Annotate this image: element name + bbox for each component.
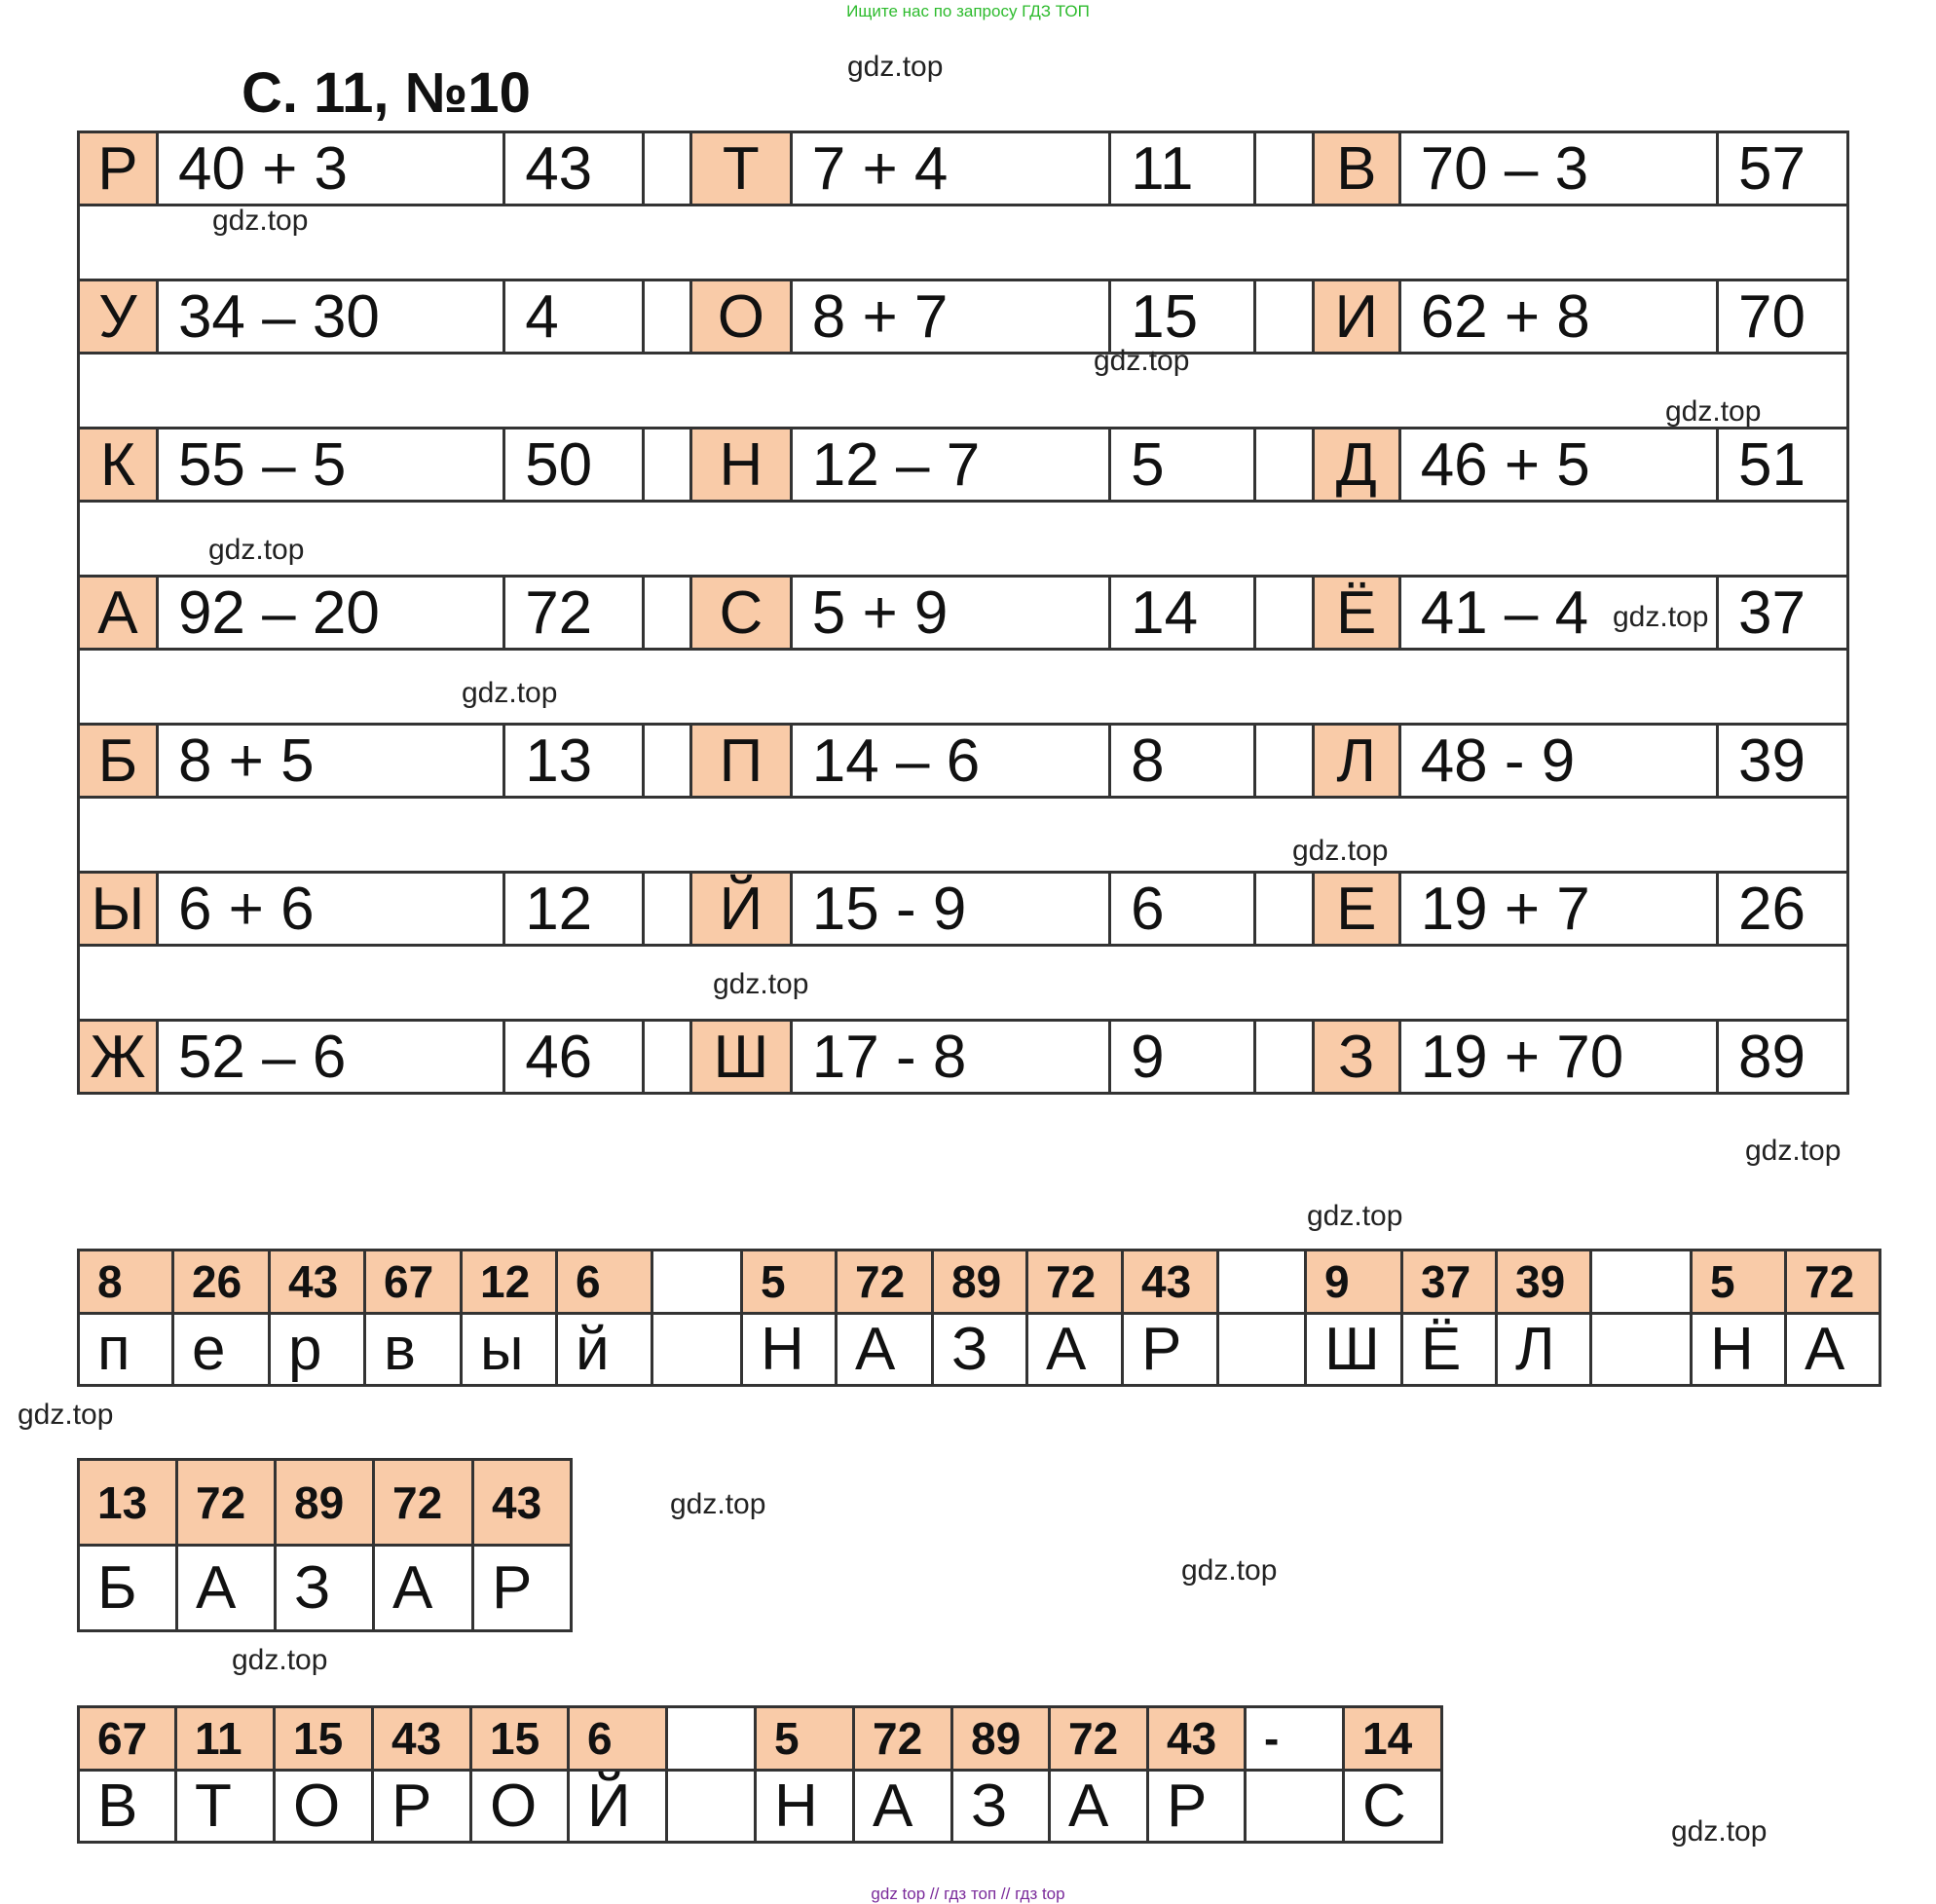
code-row	[79, 1707, 1442, 1771]
table-row	[79, 280, 1848, 354]
expression-table	[77, 131, 1849, 1095]
spacer-row	[79, 650, 1848, 725]
number-cell: 5	[756, 1707, 854, 1771]
answer-grid-3	[77, 1705, 1443, 1844]
letter-cell: С	[1344, 1771, 1442, 1843]
expression-cell: 8 + 7	[791, 280, 1109, 354]
number-cell: 72	[1050, 1707, 1148, 1771]
expression-cell: 12 – 7	[791, 429, 1109, 502]
spacer-cell	[1591, 1314, 1692, 1386]
footer: gdz top // гдз топ // гдз top	[871, 1885, 1065, 1903]
answer-grid-2	[77, 1458, 573, 1632]
watermark: gdz.top	[1307, 1200, 1403, 1232]
spacer-cell	[1218, 1314, 1306, 1386]
answer-cell: 46	[504, 1021, 644, 1094]
letter-cell: С	[690, 577, 791, 650]
spacer-cell	[79, 502, 1848, 577]
spacer-cell	[1246, 1771, 1344, 1843]
letter-cell: Р	[373, 1771, 471, 1843]
letter-cell: Ш	[1306, 1314, 1402, 1386]
letter-cell: К	[79, 429, 158, 502]
expression-cell: 19 + 70	[1399, 1021, 1717, 1094]
word-row	[79, 1771, 1442, 1843]
separator-cell	[644, 577, 691, 650]
separator-cell	[644, 873, 691, 946]
code-row	[79, 1460, 572, 1546]
letter-cell: в	[365, 1314, 462, 1386]
answer-cell: 37	[1718, 577, 1848, 650]
watermark: gdz.top	[1745, 1135, 1842, 1167]
letter-cell: О	[471, 1771, 569, 1843]
expression-cell: 6 + 6	[157, 873, 503, 946]
letter-cell: А	[1050, 1771, 1148, 1843]
table-row	[79, 1021, 1848, 1094]
expression-cell: 7 + 4	[791, 132, 1109, 205]
page-title: С. 11, №10	[242, 61, 531, 125]
expression-cell: 52 – 6	[157, 1021, 503, 1094]
number-cell: 12	[462, 1251, 557, 1314]
table-row	[79, 873, 1848, 946]
letter-cell: В	[1313, 132, 1399, 205]
answer-cell: 8	[1110, 725, 1255, 798]
number-cell: 43	[373, 1707, 471, 1771]
letter-cell: З	[1313, 1021, 1399, 1094]
separator-cell	[1254, 873, 1313, 946]
letter-cell: З	[933, 1314, 1027, 1386]
number-cell: 43	[270, 1251, 365, 1314]
spacer-row	[79, 946, 1848, 1021]
watermark: gdz.top	[18, 1399, 114, 1431]
watermark: gdz.top	[1292, 835, 1389, 867]
answer-cell: 72	[504, 577, 644, 650]
letter-cell: А	[854, 1771, 952, 1843]
spacer-cell	[79, 798, 1848, 873]
answer-cell: 15	[1110, 280, 1255, 354]
spacer-cell	[79, 946, 1848, 1021]
letter-cell: Р	[1123, 1314, 1218, 1386]
spacer-cell	[1591, 1251, 1692, 1314]
letter-cell: П	[690, 725, 791, 798]
letter-cell: р	[270, 1314, 365, 1386]
letter-cell: Р	[473, 1546, 572, 1631]
answer-cell: 6	[1110, 873, 1255, 946]
letter-cell: Й	[569, 1771, 667, 1843]
expression-cell: 15 - 9	[791, 873, 1109, 946]
expression-cell: 41 – 4	[1399, 577, 1717, 650]
letter-cell: Н	[756, 1771, 854, 1843]
letter-cell: О	[690, 280, 791, 354]
letter-cell: В	[79, 1771, 176, 1843]
number-cell: 6	[569, 1707, 667, 1771]
separator-cell	[1254, 725, 1313, 798]
number-cell: 89	[276, 1460, 374, 1546]
answer-cell: 11	[1110, 132, 1255, 205]
table-row	[79, 429, 1848, 502]
number-cell: 72	[1027, 1251, 1123, 1314]
separator-cell	[1254, 577, 1313, 650]
letter-cell: И	[1313, 280, 1399, 354]
letter-cell: Ш	[690, 1021, 791, 1094]
number-cell: 43	[1148, 1707, 1246, 1771]
watermark: gdz.top	[1181, 1554, 1278, 1587]
answer-cell: 51	[1718, 429, 1848, 502]
letter-cell: Т	[176, 1771, 275, 1843]
letter-cell: Т	[690, 132, 791, 205]
separator-cell	[1254, 1021, 1313, 1094]
spacer-row	[79, 354, 1848, 429]
watermark: gdz.top	[1671, 1815, 1768, 1848]
separator-cell	[644, 280, 691, 354]
letter-cell: Н	[1692, 1314, 1786, 1386]
watermark: gdz.top	[462, 677, 558, 709]
table-row	[79, 725, 1848, 798]
separator-cell	[644, 1021, 691, 1094]
number-cell: 13	[79, 1460, 177, 1546]
spacer-row	[79, 502, 1848, 577]
number-cell: 39	[1497, 1251, 1591, 1314]
separator-cell	[1254, 132, 1313, 205]
number-cell: 5	[1692, 1251, 1786, 1314]
letter-cell: Ё	[1313, 577, 1399, 650]
spacer-cell	[652, 1251, 742, 1314]
number-cell: 6	[557, 1251, 652, 1314]
spacer-cell	[79, 354, 1848, 429]
answer-cell: 13	[504, 725, 644, 798]
watermark: gdz.top	[847, 51, 944, 83]
answer-cell: 43	[504, 132, 644, 205]
number-cell: 72	[177, 1460, 276, 1546]
watermark: gdz.top	[208, 534, 305, 566]
letter-cell: Б	[79, 1546, 177, 1631]
number-cell: 72	[837, 1251, 933, 1314]
number-cell: 89	[933, 1251, 1027, 1314]
letter-cell: А	[1786, 1314, 1880, 1386]
answer-cell: 26	[1718, 873, 1848, 946]
letter-cell: А	[1027, 1314, 1123, 1386]
separator-cell	[644, 429, 691, 502]
spacer-cell	[1218, 1251, 1306, 1314]
number-cell: 72	[374, 1460, 473, 1546]
number-cell: 72	[854, 1707, 952, 1771]
expression-cell: 46 + 5	[1399, 429, 1717, 502]
expression-cell: 40 + 3	[157, 132, 503, 205]
letter-cell: ы	[462, 1314, 557, 1386]
number-cell: 37	[1402, 1251, 1497, 1314]
number-cell: 26	[173, 1251, 270, 1314]
spacer-cell	[79, 650, 1848, 725]
letter-cell: А	[837, 1314, 933, 1386]
answer-cell: 89	[1718, 1021, 1848, 1094]
expression-cell: 19 + 7	[1399, 873, 1717, 946]
expression-cell: 55 – 5	[157, 429, 503, 502]
spacer-row	[79, 205, 1848, 280]
number-cell: 5	[742, 1251, 837, 1314]
spacer-cell: -	[1246, 1707, 1344, 1771]
expression-cell: 48 - 9	[1399, 725, 1717, 798]
separator-cell	[1254, 429, 1313, 502]
letter-cell: Д	[1313, 429, 1399, 502]
letter-cell: Б	[79, 725, 158, 798]
number-cell: 15	[275, 1707, 373, 1771]
answer-cell: 70	[1718, 280, 1848, 354]
number-cell: 67	[365, 1251, 462, 1314]
number-cell: 8	[79, 1251, 173, 1314]
spacer-cell	[667, 1771, 756, 1843]
expression-cell: 17 - 8	[791, 1021, 1109, 1094]
table-row	[79, 132, 1848, 205]
watermark: gdz.top	[713, 968, 809, 1000]
answer-grid-1	[77, 1249, 1881, 1387]
watermark: gdz.top	[232, 1644, 328, 1676]
expression-cell: 34 – 30	[157, 280, 503, 354]
answer-cell: 4	[504, 280, 644, 354]
answer-cell: 12	[504, 873, 644, 946]
watermark: gdz.top	[670, 1488, 766, 1520]
spacer-cell	[79, 205, 1848, 280]
letter-cell: О	[275, 1771, 373, 1843]
letter-cell: З	[276, 1546, 374, 1631]
letter-cell: Ы	[79, 873, 158, 946]
letter-cell: Е	[1313, 873, 1399, 946]
letter-cell: А	[79, 577, 158, 650]
spacer-cell	[667, 1707, 756, 1771]
letter-cell: п	[79, 1314, 173, 1386]
watermark: gdz.top	[1094, 345, 1190, 377]
letter-cell: Ж	[79, 1021, 158, 1094]
letter-cell: З	[952, 1771, 1050, 1843]
letter-cell: Р	[79, 132, 158, 205]
letter-cell: е	[173, 1314, 270, 1386]
expression-cell: 8 + 5	[157, 725, 503, 798]
watermark: gdz.top	[1613, 601, 1709, 633]
word-row	[79, 1314, 1880, 1386]
separator-cell	[644, 725, 691, 798]
number-cell: 43	[1123, 1251, 1218, 1314]
answer-cell: 14	[1110, 577, 1255, 650]
letter-cell: Р	[1148, 1771, 1246, 1843]
answer-cell: 50	[504, 429, 644, 502]
answer-cell: 39	[1718, 725, 1848, 798]
expression-cell: 14 – 6	[791, 725, 1109, 798]
top-banner: Ищите нас по запросу ГДЗ ТОП	[846, 2, 1090, 20]
answer-cell: 9	[1110, 1021, 1255, 1094]
number-cell: 9	[1306, 1251, 1402, 1314]
number-cell: 67	[79, 1707, 176, 1771]
letter-cell: Н	[690, 429, 791, 502]
letter-cell: А	[177, 1546, 276, 1631]
watermark: gdz.top	[1665, 395, 1762, 428]
expression-cell: 5 + 9	[791, 577, 1109, 650]
separator-cell	[1254, 280, 1313, 354]
number-cell: 15	[471, 1707, 569, 1771]
word-row	[79, 1546, 572, 1631]
number-cell: 14	[1344, 1707, 1442, 1771]
watermark: gdz.top	[212, 205, 309, 237]
expression-cell: 70 – 3	[1399, 132, 1717, 205]
table-row	[79, 577, 1848, 650]
answer-cell: 57	[1718, 132, 1848, 205]
code-row	[79, 1251, 1880, 1314]
letter-cell: Н	[742, 1314, 837, 1386]
number-cell: 43	[473, 1460, 572, 1546]
letter-cell: Й	[690, 873, 791, 946]
expression-cell: 62 + 8	[1399, 280, 1717, 354]
number-cell: 11	[176, 1707, 275, 1771]
spacer-row	[79, 798, 1848, 873]
separator-cell	[644, 132, 691, 205]
number-cell: 89	[952, 1707, 1050, 1771]
letter-cell: У	[79, 280, 158, 354]
letter-cell: Л	[1497, 1314, 1591, 1386]
spacer-cell	[652, 1314, 742, 1386]
expression-cell: 92 – 20	[157, 577, 503, 650]
letter-cell: А	[374, 1546, 473, 1631]
answer-cell: 5	[1110, 429, 1255, 502]
letter-cell: Л	[1313, 725, 1399, 798]
letter-cell: Ё	[1402, 1314, 1497, 1386]
number-cell: 72	[1786, 1251, 1880, 1314]
letter-cell: й	[557, 1314, 652, 1386]
